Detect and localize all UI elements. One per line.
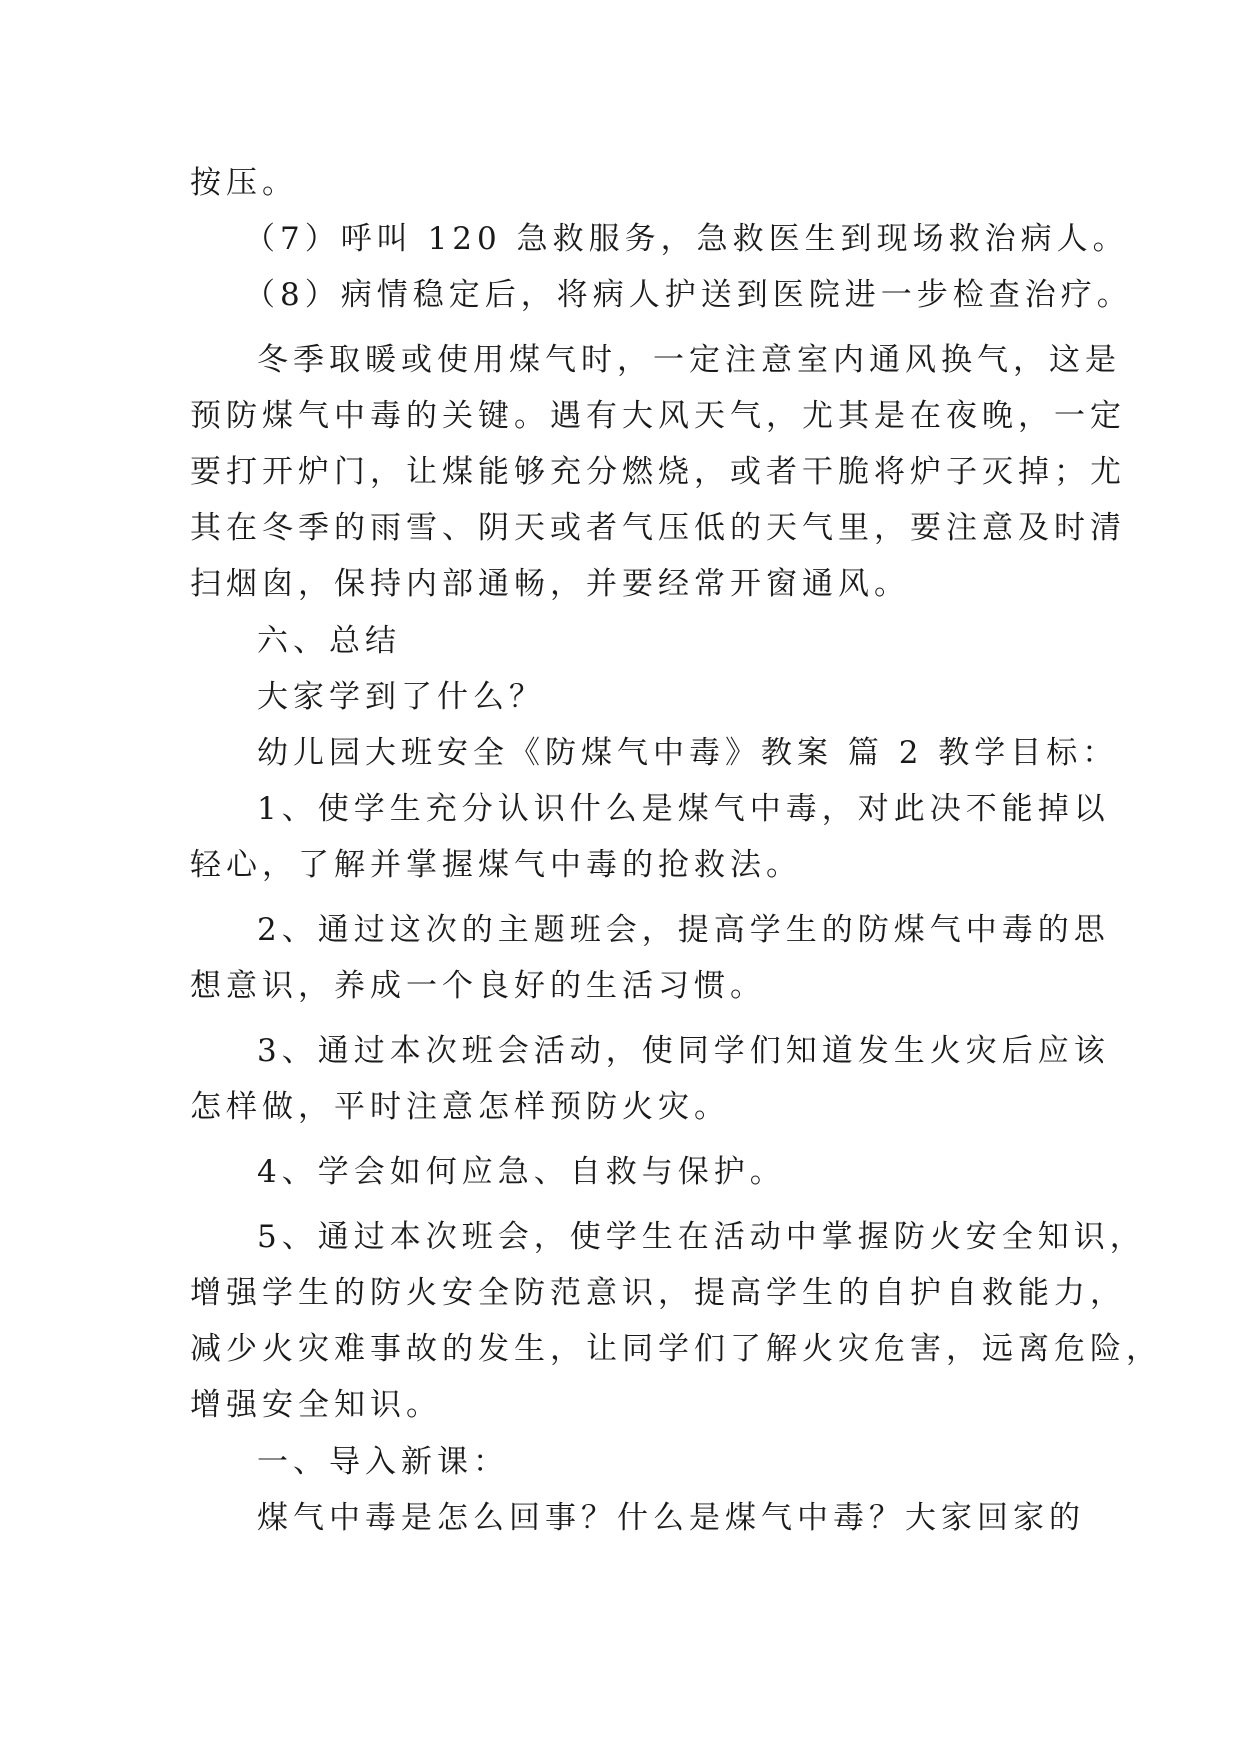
text-line: 5、通过本次班会，使学生在活动中掌握防火安全知识， — [257, 1219, 1146, 1255]
text-line: 增强安全知识。 — [190, 1387, 442, 1423]
text-line: 冬季取暖或使用煤气时，一定注意室内通风换气，这是 — [257, 342, 1121, 378]
text-line: 要打开炉门，让煤能够充分燃烧，或者干脆将炉子灭掉；尤 — [190, 454, 1126, 490]
text-line: 想意识，养成一个良好的生活习惯。 — [190, 968, 766, 1004]
text-line: 3、通过本次班会活动，使同学们知道发生火灾后应该 — [257, 1033, 1110, 1069]
text-line: 预防煤气中毒的关键。遇有大风天气，尤其是在夜晚，一定 — [190, 398, 1126, 434]
text-line: 大家学到了什么？ — [257, 679, 545, 715]
text-line: 其在冬季的雨雪、阴天或者气压低的天气里，要注意及时清 — [190, 510, 1126, 546]
section-heading: 幼儿园大班安全《防煤气中毒》教案 篇 2 教学目标： — [257, 735, 1119, 771]
text-line: 煤气中毒是怎么回事？什么是煤气中毒？大家回家的 — [257, 1500, 1085, 1536]
text-line: 增强学生的防火安全防范意识，提高学生的自护自救能力， — [190, 1275, 1126, 1311]
text-line: 1、使学生充分认识什么是煤气中毒，对此决不能掉以 — [257, 791, 1110, 827]
text-line: 按压。 — [190, 165, 298, 201]
text-line: 轻心，了解并掌握煤气中毒的抢救法。 — [190, 847, 802, 883]
section-heading: 六、总结 — [257, 623, 401, 659]
text-line: 4、学会如何应急、自救与保护。 — [257, 1154, 786, 1190]
text-line: 2、通过这次的主题班会，提高学生的防煤气中毒的思 — [257, 912, 1110, 948]
text-line: （8）病情稳定后，将病人护送到医院进一步检查治疗。 — [244, 277, 1133, 313]
text-line: （7）呼叫 120 急救服务，急救医生到现场救治病人。 — [244, 221, 1129, 257]
section-heading: 一、导入新课： — [257, 1444, 509, 1480]
text-line: 减少火灾难事故的发生，让同学们了解火灾危害，远离危险， — [190, 1331, 1162, 1367]
text-line: 扫烟囱，保持内部通畅，并要经常开窗通风。 — [190, 566, 910, 602]
text-line: 怎样做，平时注意怎样预防火灾。 — [190, 1089, 730, 1125]
